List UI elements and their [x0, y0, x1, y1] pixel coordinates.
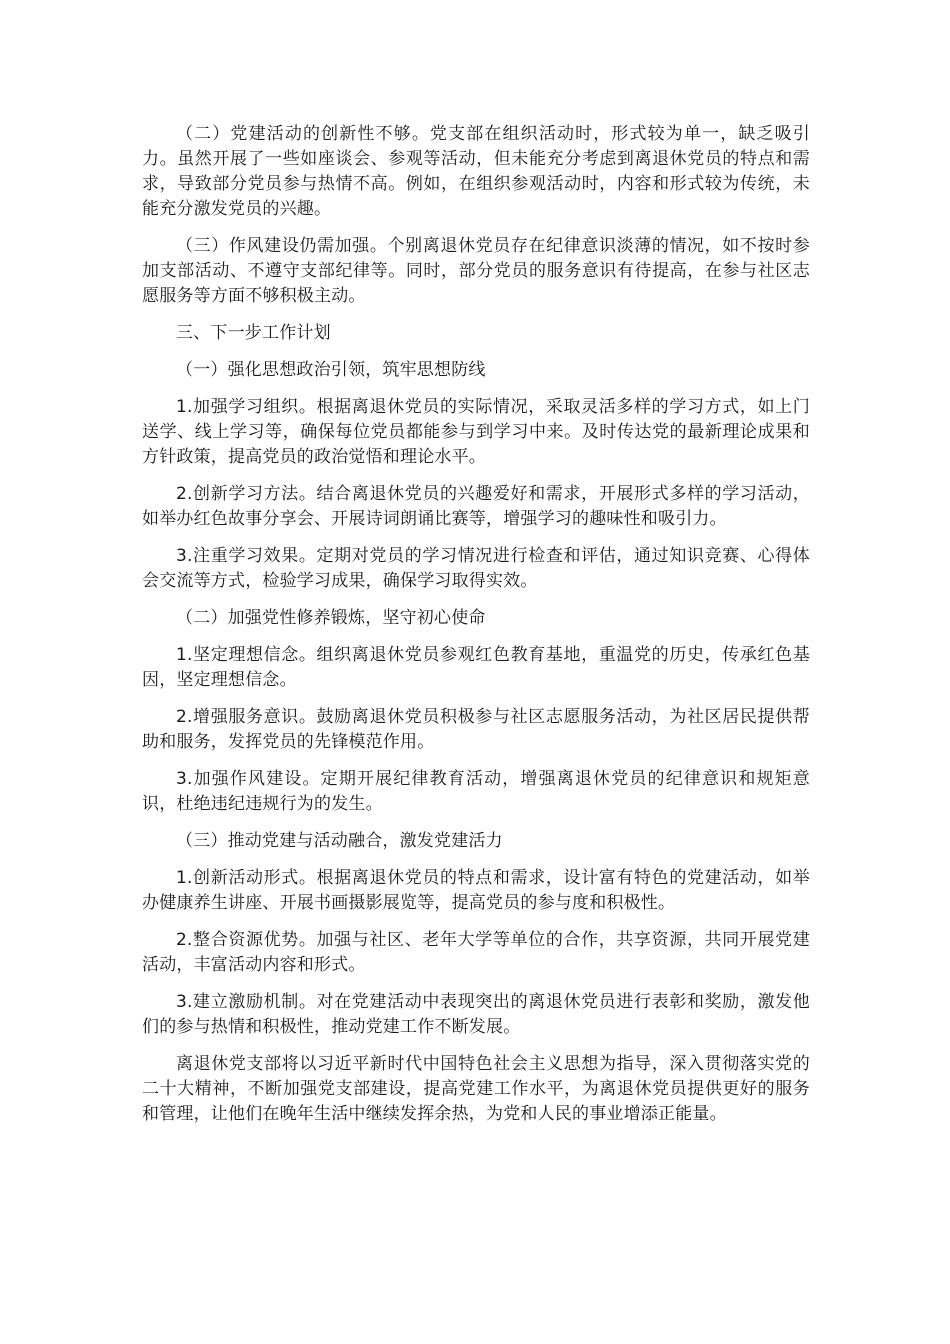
paragraph-conclusion: 离退休党支部将以习近平新时代中国特色社会主义思想为指导，深入贯彻落实党的二十大精神，不断加强党支部建设，提高党建工作水平，为离退休党员提供更好的服务和管理，让他们在晚年生活中继续发挥余热，为党和人民的事业增添正能量。 [142, 1054, 810, 1124]
paragraph-innovation-issue: （二）党建活动的创新性不够。党支部在组织活动时，形式较为单一，缺乏吸引力。虽然开展了一些如座谈会、参观等活动，但未能充分考虑到离退休党员的特点和需求，导致部分党员参与热情不高。例如，在组织参观活动时，内容和形式较为传统，未能充分激发党员的兴趣。 [142, 124, 810, 219]
paragraph-resource-integration: 2.整合资源优势。加强与社区、老年大学等单位的合作，共享资源，共同开展党建活动，丰富活动内容和形式。 [142, 930, 810, 975]
paragraph-service-awareness: 2.增强服务意识。鼓励离退休党员积极参与社区志愿服务活动，为社区居民提供帮助和服务，发挥党员的先锋模范作用。 [142, 707, 810, 752]
paragraph-ideals-belief: 1.坚定理想信念。组织离退休党员参观红色教育基地，重温党的历史，传承红色基因，坚定理想信念。 [142, 645, 810, 690]
paragraph-incentive-mechanism: 3.建立激励机制。对在党建活动中表现突出的离退休党员进行表彰和奖励，激发他们的参与热情和积极性，推动党建工作不断发展。 [142, 992, 810, 1037]
paragraph-work-style-issue: （三）作风建设仍需加强。个别离退休党员存在纪律意识淡薄的情况，如不按时参加支部活动、不遵守支部纪律等。同时，部分党员的服务意识有待提高，在参与社区志愿服务等方面不够积极主动。 [142, 236, 810, 306]
paragraph-work-style-building: 3.加强作风建设。定期开展纪律教育活动，增强离退休党员的纪律意识和规矩意识，杜绝违纪违规行为的发生。 [142, 769, 810, 814]
subheading-activity-integration: （三）推动党建与活动融合，激发党建活力 [176, 831, 503, 851]
paragraph-study-organization: 1.加强学习组织。根据离退休党员的实际情况，采取灵活多样的学习方式，如上门送学、线上学习等，确保每位党员都能参与到学习中来。及时传达党的最新理论成果和方针政策，提高党员的政治觉悟和理论水平。 [142, 397, 810, 467]
subheading-party-spirit: （二）加强党性修养锻炼，坚守初心使命 [176, 608, 486, 628]
paragraph-activity-forms: 1.创新活动形式。根据离退休党员的特点和需求，设计富有特色的党建活动，如举办健康养生讲座、开展书画摄影展览等，提高党员的参与度和积极性。 [142, 868, 810, 913]
document-body [142, 122, 810, 1139]
subheading-ideological-guidance: （一）强化思想政治引领，筑牢思想防线 [176, 360, 486, 380]
paragraph-study-effect: 3.注重学习效果。定期对党员的学习情况进行检查和评估，通过知识竞赛、心得体会交流等方式，检验学习成果，确保学习取得实效。 [142, 546, 810, 591]
paragraph-study-methods: 2.创新学习方法。结合离退休党员的兴趣爱好和需求，开展形式多样的学习活动，如举办红色故事分享会、开展诗词朗诵比赛等，增强学习的趣味性和吸引力。 [142, 484, 810, 529]
section-heading-next-plan: 三、下一步工作计划 [176, 323, 331, 343]
